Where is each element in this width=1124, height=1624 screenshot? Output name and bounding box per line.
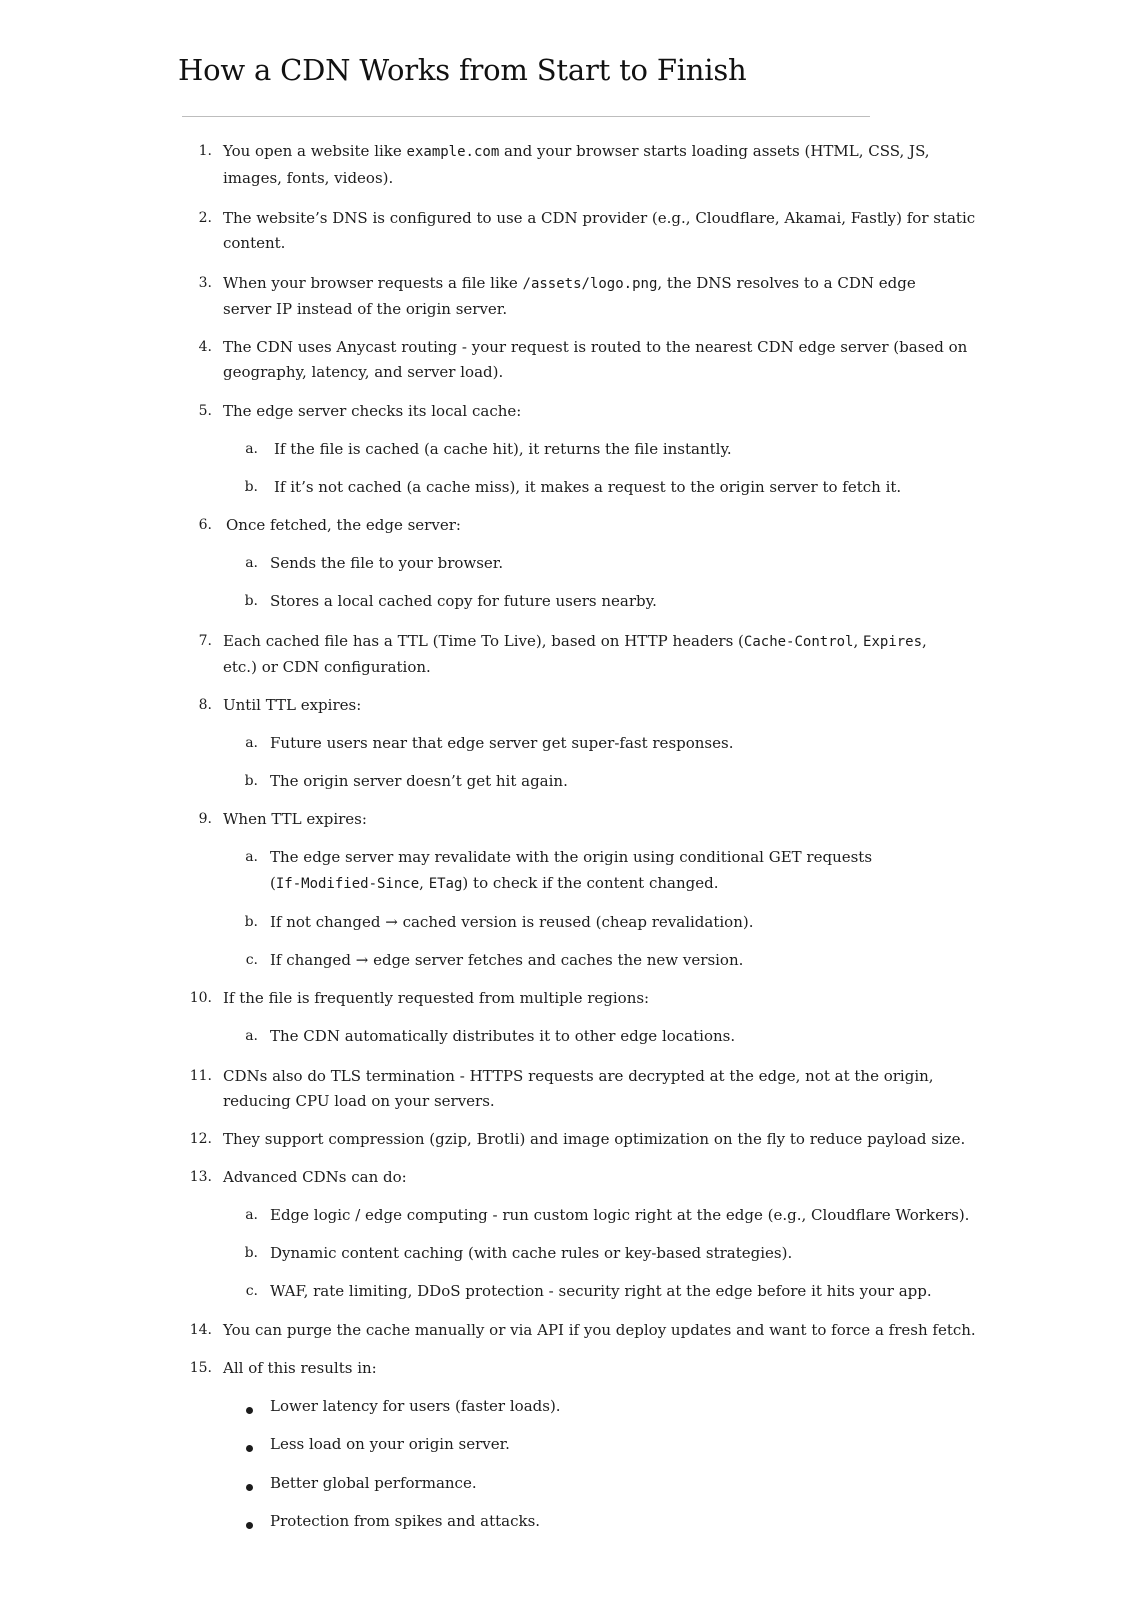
sub-text: The edge server may revalidate with the origin using conditional GET requests xyxy=(270,848,873,866)
sub-marker: a. xyxy=(245,735,258,751)
sub-text: If the file is cached (a cache hit), it returns the file instantly. xyxy=(274,440,732,458)
step-text-line2: images, fonts, videos). xyxy=(223,169,394,187)
step-number: 8. xyxy=(198,697,212,713)
inline-code: Expires xyxy=(863,634,923,650)
bullet-text: Protection from spikes and attacks. xyxy=(270,1512,541,1530)
inline-code: Cache-Control xyxy=(743,634,854,650)
inline-code: example.com xyxy=(406,144,500,160)
sub-marker: a. xyxy=(245,555,258,571)
step-text: They support compression (gzip, Brotli) and image optimization on the fly to reduce payload size. xyxy=(223,1130,966,1148)
step-text: The CDN uses Anycast routing - your request is routed to the nearest CDN edge server (based on xyxy=(223,338,968,356)
step-text: You can purge the cache manually or via API if you deploy updates and want to force a fresh fetch. xyxy=(223,1321,976,1339)
step-number: 13. xyxy=(189,1169,212,1185)
sub-marker: b. xyxy=(244,593,258,609)
bullet-dot-icon xyxy=(246,1445,253,1452)
step-number: 5. xyxy=(198,403,212,419)
sub-marker: b. xyxy=(244,1245,258,1261)
sub-text: WAF, rate limiting, DDoS protection - security right at the edge before it hits your app. xyxy=(270,1282,932,1300)
sub-marker: b. xyxy=(244,479,258,495)
sub-marker: c. xyxy=(245,1283,258,1299)
bullet-dot-icon xyxy=(246,1484,253,1491)
sub-marker: a. xyxy=(245,849,258,865)
inline-code: If-Modified-Since xyxy=(275,876,420,892)
step-number: 15. xyxy=(189,1360,212,1376)
sub-text: If not changed → cached version is reused (cheap revalidation). xyxy=(270,913,754,931)
sub-marker: b. xyxy=(244,914,258,930)
page-title: How a CDN Works from Start to Finish xyxy=(178,53,747,87)
step-text-line2: etc.) or CDN configuration. xyxy=(223,658,431,676)
sub-text: Future users near that edge server get super-fast responses. xyxy=(270,734,734,752)
step-text: The edge server checks its local cache: xyxy=(223,402,522,420)
sub-marker: a. xyxy=(245,1207,258,1223)
step-number: 12. xyxy=(189,1131,212,1147)
step-number: 9. xyxy=(198,811,212,827)
sub-text: Stores a local cached copy for future users nearby. xyxy=(270,592,657,610)
step-number: 2. xyxy=(198,210,212,226)
step-number: 7. xyxy=(198,633,212,649)
title-divider xyxy=(182,116,870,117)
sub-marker: a. xyxy=(245,441,258,457)
sub-text: Dynamic content caching (with cache rules or key-based strategies). xyxy=(270,1244,793,1262)
bullet-dot-icon xyxy=(246,1522,253,1529)
sub-marker: c. xyxy=(245,952,258,968)
step-text-line2: content. xyxy=(223,234,286,252)
bullet-text: Better global performance. xyxy=(270,1474,477,1492)
step-text: CDNs also do TLS termination - HTTPS requests are decrypted at the edge, not at the origin, xyxy=(223,1067,934,1085)
sub-marker: b. xyxy=(244,773,258,789)
step-text: Once fetched, the edge server: xyxy=(226,516,461,534)
step-number: 6. xyxy=(198,517,212,533)
step-text: All of this results in: xyxy=(223,1359,377,1377)
bullet-dot-icon xyxy=(246,1407,253,1414)
bullet-text: Less load on your origin server. xyxy=(270,1435,510,1453)
sub-text: If changed → edge server fetches and caches the new version. xyxy=(270,951,744,969)
sub-text: Edge logic / edge computing - run custom logic right at the edge (e.g., Cloudflare Workers). xyxy=(270,1206,970,1224)
step-text: When your browser requests a file like /assets/logo.png, the DNS resolves to a CDN edge xyxy=(223,274,916,292)
sub-text: If it’s not cached (a cache miss), it makes a request to the origin server to fetch it. xyxy=(274,478,902,496)
inline-code: ETag xyxy=(428,876,463,892)
sub-text: Sends the file to your browser. xyxy=(270,554,504,572)
step-text: When TTL expires: xyxy=(223,810,367,828)
step-number: 10. xyxy=(189,990,212,1006)
step-text: You open a website like example.com and your browser starts loading assets (HTML, CSS, JS, xyxy=(223,142,930,160)
step-number: 11. xyxy=(189,1068,212,1084)
step-number: 4. xyxy=(198,339,212,355)
step-text: Until TTL expires: xyxy=(223,696,362,714)
sub-marker: a. xyxy=(245,1028,258,1044)
step-text: The website’s DNS is configured to use a CDN provider (e.g., Cloudflare, Akamai, Fastly) for static xyxy=(223,209,976,227)
inline-code: /assets/logo.png xyxy=(522,276,658,292)
step-text-line2: reducing CPU load on your servers. xyxy=(223,1092,495,1110)
sub-text: The origin server doesn’t get hit again. xyxy=(270,772,568,790)
step-number: 14. xyxy=(189,1322,212,1338)
step-text-line2: server IP instead of the origin server. xyxy=(223,300,508,318)
step-text-line2: geography, latency, and server load). xyxy=(223,363,504,381)
sub-text-line2: (If-Modified-Since, ETag) to check if the content changed. xyxy=(270,874,719,892)
step-number: 1. xyxy=(198,143,212,159)
step-text: If the file is frequently requested from multiple regions: xyxy=(223,989,650,1007)
bullet-text: Lower latency for users (faster loads). xyxy=(270,1397,561,1415)
sub-text: The CDN automatically distributes it to other edge locations. xyxy=(270,1027,736,1045)
step-text: Each cached file has a TTL (Time To Live), based on HTTP headers (Cache-Control, Expires, xyxy=(223,632,927,650)
step-number: 3. xyxy=(198,275,212,291)
step-text: Advanced CDNs can do: xyxy=(223,1168,407,1186)
